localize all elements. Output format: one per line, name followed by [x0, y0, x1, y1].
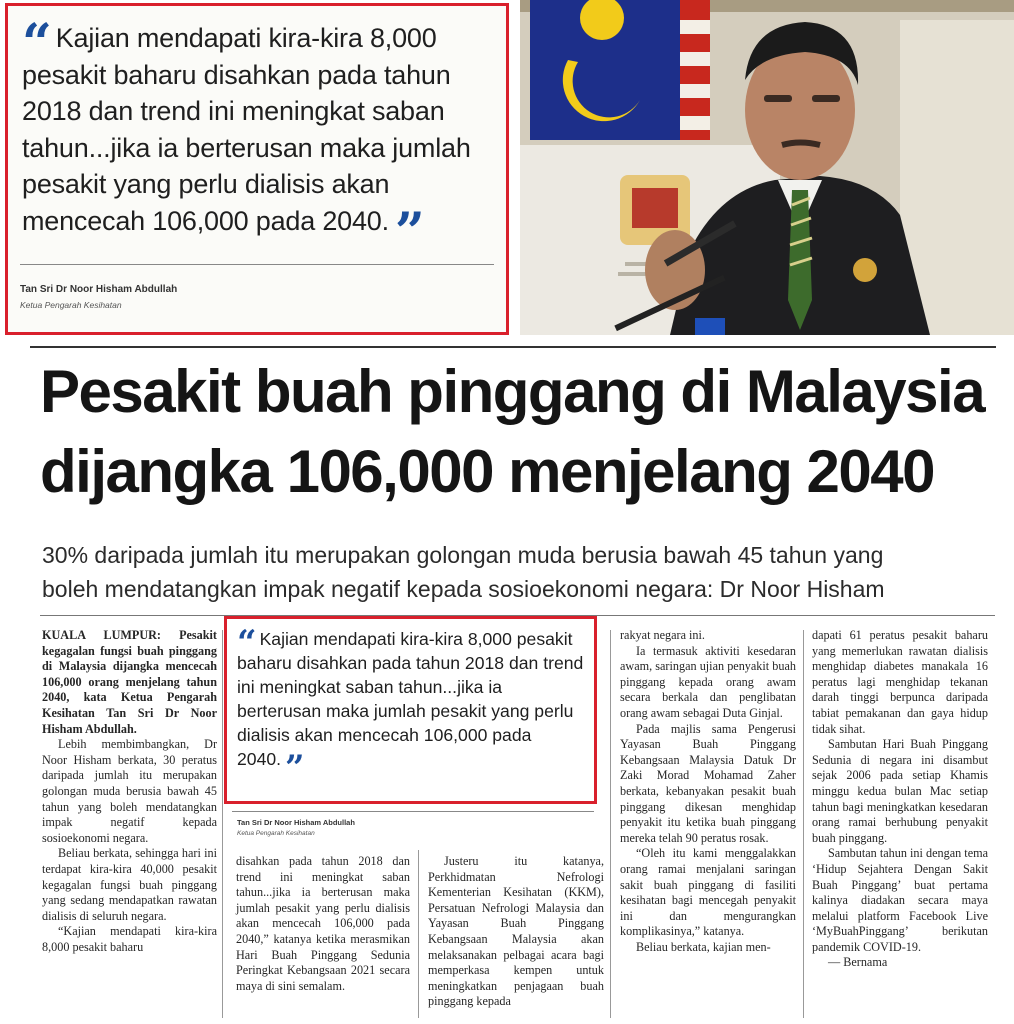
headline-line-1: Pesakit buah pinggang di Malaysia	[40, 358, 985, 425]
paragraph: “Kajian mendapati kira-kira 8,000 pesakit baharu	[42, 924, 217, 954]
top-quote-card	[5, 3, 509, 335]
paragraph: dapati 61 peratus pesakit baharu yang memerlukan rawatan dialisis menghidap diabetes manakala 16 peratus lagi menghidap tekanan darah tinggi berpunca daripada tabiat pemakanan dan gaya hidup tidak sihat.	[812, 628, 988, 736]
pull-quote-author-name: Tan Sri Dr Noor Hisham Abdullah	[237, 818, 355, 827]
lead-paragraph: KUALA LUMPUR: Pesakit kegagalan fungsi buah pinggang di Malaysia dijangka mencecah 106,000 orang menjelang tahun 2040, kata Ketua Pengarah Kesihatan Tan Sri Dr Noor Hisham Abdullah.	[42, 628, 217, 736]
byline: — Bernama	[828, 955, 888, 970]
headline-line-2: dijangka 106,000 menjelang 2040	[40, 438, 935, 505]
close-quote-icon: ”	[394, 201, 425, 263]
paragraph: “Oleh itu kami menggalakkan orang ramai menjalani saringan sakit buah pinggang di fasiliti kesihatan bagi mencegah penyakit ini dan mengurangkan komplikasinya,” katanya.	[620, 846, 796, 939]
photo-illustration	[520, 0, 1014, 335]
quote-divider	[20, 264, 494, 265]
pull-quote-author-role: Ketua Pengarah Kesihatan	[237, 830, 315, 837]
article-top-rule	[30, 346, 996, 348]
pull-quote-box	[224, 616, 597, 804]
column-divider	[418, 850, 419, 1018]
subheadline	[42, 538, 1002, 606]
pull-quote-text: “ Kajian mendapati kira-kira 8,000 pesakit baharu disahkan pada tahun 2018 dan trend ini meningkat saban tahun...jika ia berterusan maka jumlah pesakit yang perlu dialisis akan mencecah 106,000 pada 2040. ”	[237, 623, 584, 788]
subheadline-line-1: 30% daripada jumlah itu merupakan golongan muda berusia bawah 45 tahun yang	[42, 542, 884, 568]
article-column-1	[42, 628, 217, 955]
official-at-microphone-photo	[520, 0, 1014, 335]
paragraph: Justeru itu katanya, Perkhidmatan Nefrologi Kementerian Kesihatan (KKM), Persatuan Nefrologi Malaysia dan Yayasan Buah Pinggang Kebangsaan Malaysia akan melaksanakan pelbagai acara bagi memperkasa kempen untuk meningkatkan penjagaan buah pinggang kepada	[428, 854, 604, 1009]
close-quote-icon: ”	[285, 748, 305, 788]
quote-author-role: Ketua Pengarah Kesihatan	[20, 300, 122, 310]
article-column-2	[236, 854, 410, 994]
column-divider	[610, 630, 611, 1018]
paragraph: rakyat negara ini.	[620, 628, 705, 642]
paragraph: Beliau berkata, sehingga hari ini terdapat kira-kira 40,000 pesakit kegagalan fungsi buah pinggang yang sedang mendapatkan rawatan dialisis di seluruh negara.	[42, 846, 217, 923]
open-quote-icon: “	[237, 623, 257, 663]
pull-quote-divider	[232, 811, 594, 812]
article-column-4	[620, 628, 796, 955]
paragraph: Sambutan tahun ini dengan tema ‘Hidup Sejahtera Dengan Sakit Buah Pinggang’ buat pertama kalinya diadakan secara maya melalui platform Facebook Live ‘MyBuahPinggang’ berikutan pandemik COVID-19.	[812, 846, 988, 954]
paragraph: disahkan pada tahun 2018 dan trend ini meningkat saban tahun...jika ia berterusan maka jumlah pesakit yang perlu dialisis akan mencecah 106,000 pada 2040,” katanya ketika merasmikan Hari Buah Pinggang Sedunia Peringkat Kebangsaan 2021 secara maya di sini semalam.	[236, 854, 410, 993]
paragraph: Lebih membimbangkan, Dr Noor Hisham berkata, 30 peratus daripada jumlah itu merupakan golongan muda berusia bawah 45 tahun yang boleh mendatangkan impak negatif kepada sosioekonomi negara.	[42, 737, 217, 845]
subheadline-line-2: boleh mendatangkan impak negatif kepada sosioekonomi negara: Dr Noor Hisham	[42, 576, 885, 602]
paragraph: Ia termasuk aktiviti kesedaran awam, saringan ujian penyakit buah pinggang kepada orang awam secara berkala dan penglibatan orang awam sebagai Duta Ginjal.	[620, 643, 796, 720]
column-divider	[803, 630, 804, 1018]
article-column-3	[428, 854, 604, 1010]
article-column-5	[812, 628, 988, 971]
quote-author-name: Tan Sri Dr Noor Hisham Abdullah	[20, 284, 178, 295]
paragraph: Sambutan Hari Buah Pinggang Sedunia di negara ini disambut sejak 2006 pada setiap Khamis minggu kedua bulan Mac setiap tahun bagi meningkatkan kesedaran orang ramai berhubung penyakit buah pinggang.	[812, 737, 988, 845]
column-divider	[222, 630, 223, 1018]
paragraph: Pada majlis sama Pengerusi Yayasan Buah Pinggang Kebangsaan Malaysia Datuk Dr Zaki Morad Mohamad Zaher berkata, kebanyakan pesakit buah pinggang dikesan menghidap penyakit itu ketika buah pinggang mereka telah 90 peratus rosak.	[620, 721, 796, 845]
headline	[40, 352, 1000, 512]
open-quote-icon: “	[22, 13, 52, 74]
top-quote-text: “ Kajian mendapati kira-kira 8,000 pesakit baharu disahkan pada tahun 2018 dan trend ini meningkat saban tahun...jika ia berterusan maka jumlah pesakit yang perlu dialisis akan mencecah 106,000 pada 2040. ”	[22, 13, 471, 263]
paragraph: Beliau berkata, kajian men-	[636, 939, 771, 954]
